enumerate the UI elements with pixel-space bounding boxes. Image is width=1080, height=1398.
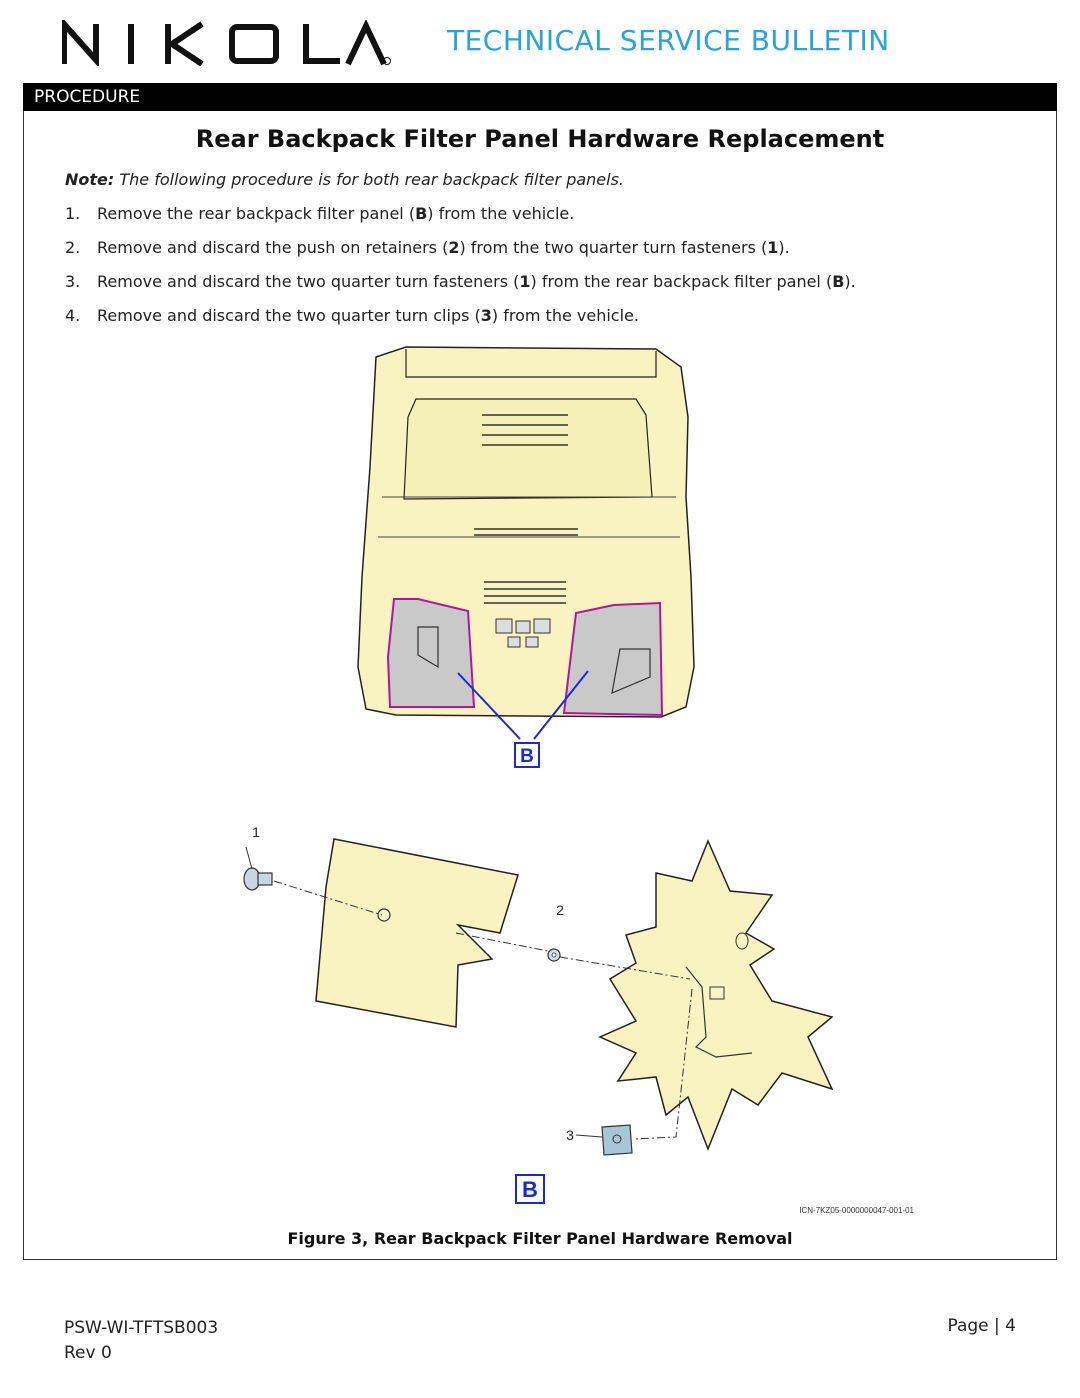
callout-b-bottom bbox=[516, 1175, 544, 1203]
page-number: Page | 4 bbox=[947, 1316, 1016, 1336]
note bbox=[65, 170, 624, 189]
callout-1: 1 bbox=[252, 824, 260, 840]
step-3: 3. Remove and discard the two quarter turn fasteners (1) from the rear backpack filter panel (B). bbox=[65, 272, 856, 291]
nikola-logo bbox=[62, 20, 392, 66]
note-label: Note: bbox=[65, 170, 115, 189]
callout-3: 3 bbox=[566, 1127, 574, 1143]
figure-illustration bbox=[156, 337, 924, 1225]
step-1: 1. Remove the rear backpack filter panel (B) from the vehicle. bbox=[65, 204, 575, 223]
section-header bbox=[23, 83, 1057, 111]
clip-icon bbox=[576, 1125, 632, 1155]
fastener-icon bbox=[244, 847, 272, 890]
callout-2: 2 bbox=[556, 902, 564, 918]
bulletin-title: TECHNICAL SERVICE BULLETIN bbox=[447, 24, 890, 57]
revision: Rev 0 bbox=[64, 1343, 112, 1363]
svg-text:B: B bbox=[520, 746, 534, 767]
step-2: 2. Remove and discard the push on retainers (2) from the two quarter turn fasteners (1). bbox=[65, 238, 790, 257]
icn-code: ICN-7KZ05-0000000047-001-01 bbox=[799, 1206, 914, 1215]
filter-panel-right bbox=[564, 603, 662, 715]
filter-panel-left bbox=[388, 599, 474, 707]
filter-panel-detail bbox=[316, 839, 832, 1149]
callout-b-top bbox=[515, 743, 539, 767]
step-4: 4. Remove and discard the two quarter turn clips (3) from the vehicle. bbox=[65, 306, 639, 325]
doc-id: PSW-WI-TFTSB003 bbox=[64, 1318, 219, 1338]
retainer-icon bbox=[548, 949, 560, 961]
note-text: The following procedure is for both rear backpack filter panels. bbox=[119, 170, 624, 189]
procedure-title: Rear Backpack Filter Panel Hardware Replacement bbox=[195, 125, 885, 153]
truck-rear-view bbox=[358, 347, 694, 739]
figure-caption: Figure 3, Rear Backpack Filter Panel Hardware Removal bbox=[287, 1229, 793, 1248]
svg-text:B: B bbox=[522, 1177, 538, 1202]
section-label: PROCEDURE bbox=[34, 87, 141, 107]
footer-doc-info bbox=[64, 1316, 218, 1366]
